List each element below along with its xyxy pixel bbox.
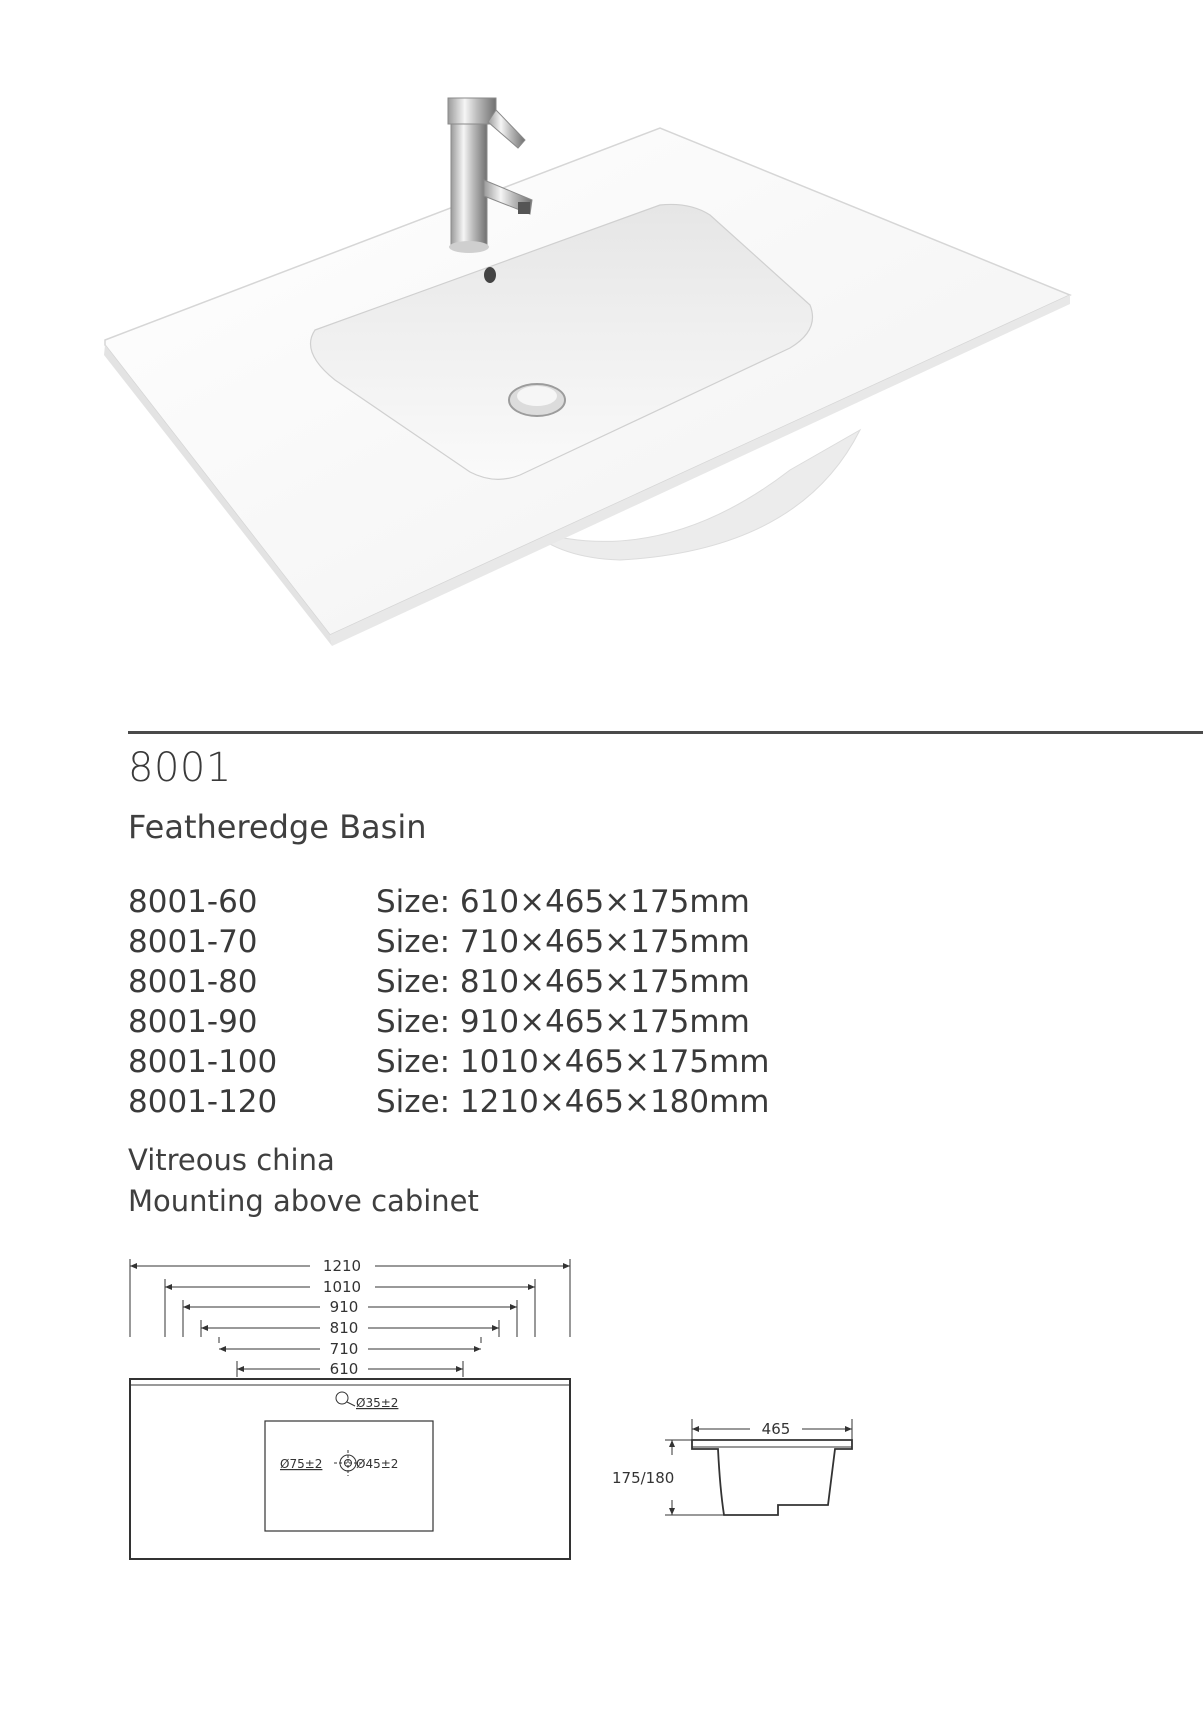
section-divider bbox=[128, 731, 1203, 734]
variant-row bbox=[128, 1082, 770, 1122]
variant-code: 8001-70 bbox=[128, 924, 258, 960]
variant-row bbox=[128, 1042, 770, 1082]
waste-inner-label: Ø45±2 bbox=[356, 1457, 399, 1471]
tap-hole-label: Ø35±2 bbox=[356, 1396, 399, 1410]
variant-list bbox=[128, 882, 770, 1122]
variant-code: 8001-60 bbox=[128, 884, 258, 920]
mounting-note: Mounting above cabinet bbox=[128, 1184, 479, 1218]
variant-code: 8001-120 bbox=[128, 1084, 278, 1120]
width-label-1010: 1010 bbox=[322, 1278, 362, 1296]
variant-size: Size: 1010×465×175mm bbox=[376, 1044, 770, 1080]
side-view-drawing bbox=[612, 1415, 860, 1535]
variant-size: Size: 710×465×175mm bbox=[376, 924, 750, 960]
variant-row bbox=[128, 922, 770, 962]
variant-size: Size: 910×465×175mm bbox=[376, 1004, 750, 1040]
variant-row bbox=[128, 1002, 770, 1042]
top-view-drawing bbox=[120, 1255, 580, 1575]
variant-code: 8001-90 bbox=[128, 1004, 258, 1040]
variant-size: Size: 1210×465×180mm bbox=[376, 1084, 770, 1120]
variant-size: Size: 610×465×175mm bbox=[376, 884, 750, 920]
width-label-1210: 1210 bbox=[322, 1257, 362, 1275]
height-label: 175/180 bbox=[612, 1469, 675, 1487]
basin-product-image bbox=[100, 90, 1100, 650]
variant-size: Size: 810×465×175mm bbox=[376, 964, 750, 1000]
material-note: Vitreous china bbox=[128, 1143, 335, 1177]
width-label-810: 810 bbox=[329, 1319, 359, 1337]
waste-outer-label: Ø75±2 bbox=[280, 1457, 323, 1471]
variant-row bbox=[128, 962, 770, 1002]
width-label-710: 710 bbox=[329, 1340, 359, 1358]
variant-code: 8001-80 bbox=[128, 964, 258, 1000]
product-name: Featheredge Basin bbox=[128, 808, 427, 846]
product-model: 8001 bbox=[128, 745, 232, 791]
variant-row bbox=[128, 882, 770, 922]
width-label-610: 610 bbox=[329, 1360, 359, 1378]
width-label-910: 910 bbox=[329, 1298, 359, 1316]
depth-label: 465 bbox=[761, 1420, 791, 1438]
variant-code: 8001-100 bbox=[128, 1044, 278, 1080]
